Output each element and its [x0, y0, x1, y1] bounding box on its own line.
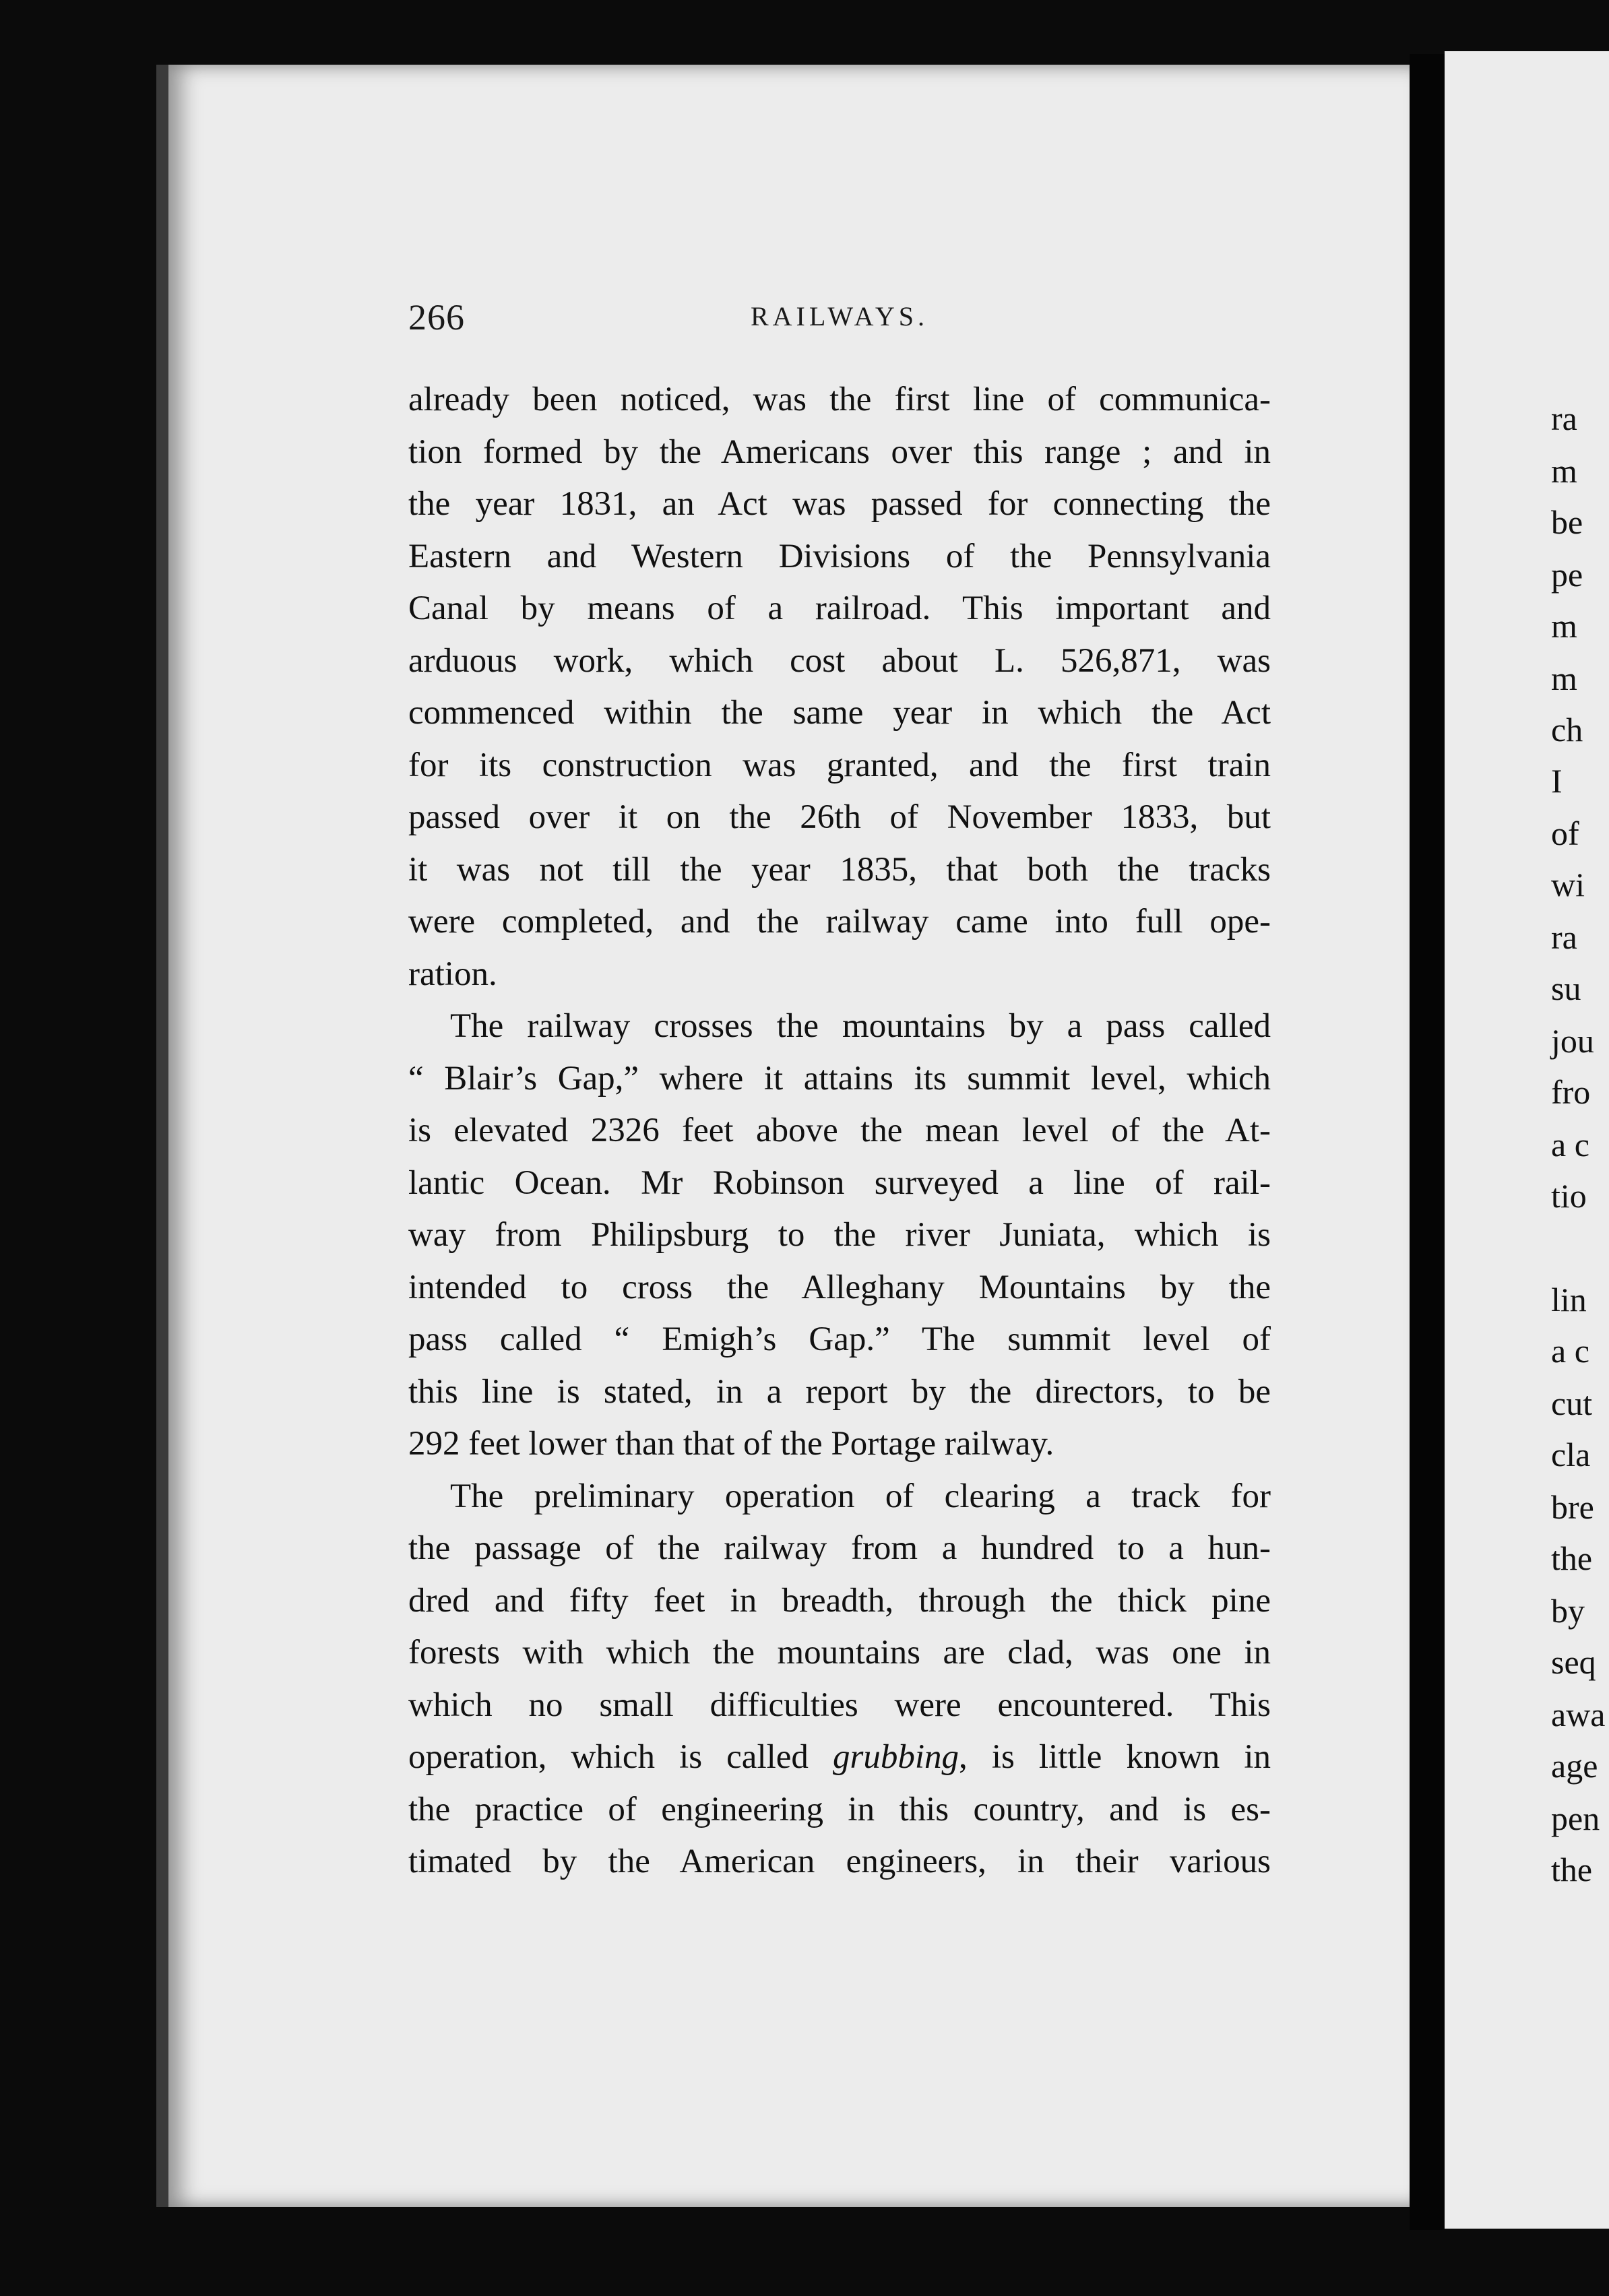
text-line: the year 1831, an Act was passed for connecting the — [408, 485, 1271, 523]
fragment: m — [1551, 660, 1577, 697]
body-text — [408, 374, 1271, 1888]
fragment: jou — [1551, 1022, 1594, 1060]
fragment: wi — [1551, 866, 1585, 903]
fragment: awa — [1551, 1696, 1606, 1733]
fragment: the — [1551, 1539, 1593, 1577]
fragment: bre — [1551, 1488, 1594, 1526]
text-line: ration. — [408, 955, 497, 993]
text-line: passed over it on the 26th of November 1833, but — [408, 798, 1271, 836]
fragment: su — [1551, 969, 1581, 1007]
fragment: be — [1551, 503, 1583, 541]
text-line: were completed, and the railway came into full ope- — [408, 903, 1271, 940]
text-segment: , is little known in — [959, 1738, 1271, 1776]
text-segment: operation, which is called — [408, 1738, 809, 1776]
fragment: ra — [1551, 918, 1577, 956]
text-line-with-italic — [408, 1731, 1271, 1784]
fragment: m — [1551, 452, 1577, 490]
text-line: “ Blair’s Gap,” where it attains its summit level, which — [408, 1059, 1271, 1097]
text-line: forests with which the mountains are clad, was one in — [408, 1634, 1271, 1671]
text-line: intended to cross the Alleghany Mountains by the — [408, 1268, 1271, 1306]
text-line: The preliminary operation of clearing a track for — [450, 1477, 1271, 1515]
text-line: this line is stated, in a report by the directors, to be — [408, 1372, 1271, 1411]
page-header — [408, 296, 1271, 350]
text-line: commenced within the same year in which the Act — [408, 694, 1271, 732]
text-line: lantic Ocean. Mr Robinson surveyed a line of rail- — [408, 1163, 1271, 1202]
text-line: Canal by means of a railroad. This important and — [408, 589, 1271, 627]
text-line: for its construction was granted, and the first train — [408, 746, 1271, 784]
fragment: by — [1551, 1592, 1585, 1630]
text-line: The railway crosses the mountains by a pass called — [450, 1007, 1271, 1045]
page-number: 266 — [408, 297, 465, 338]
fragment: a c — [1551, 1332, 1589, 1370]
text-line: way from Philipsburg to the river Juniata, which is — [408, 1216, 1271, 1254]
book-gutter — [1410, 54, 1445, 2230]
fragment: I — [1551, 762, 1563, 800]
text-line: it was not till the year 1835, that both the tracks — [408, 850, 1271, 889]
fragment: of — [1551, 815, 1579, 852]
text-line: the passage of the railway from a hundred to a hun- — [408, 1529, 1271, 1567]
fragment: seq — [1551, 1643, 1596, 1681]
text-line: which no small difficulties were encountered. This — [408, 1686, 1271, 1724]
fragment: lin — [1551, 1281, 1587, 1318]
text-line: Eastern and Western Divisions of the Pennsylvania — [408, 537, 1271, 575]
fragment: the — [1551, 1851, 1593, 1888]
fragment: ra — [1551, 400, 1577, 437]
text-line: already been noticed, was the first line of communica- — [408, 381, 1271, 418]
fragment: pe — [1551, 556, 1583, 594]
fragment: ch — [1551, 711, 1583, 748]
right-page-partial — [1445, 51, 1609, 2229]
running-title: RAILWAYS. — [750, 301, 929, 331]
fragment: age — [1551, 1747, 1598, 1785]
text-line: tion formed by the Americans over this range ; and in — [408, 433, 1271, 471]
fragment: fro — [1551, 1073, 1591, 1111]
fragment: m — [1551, 607, 1577, 645]
fragment: cla — [1551, 1436, 1591, 1473]
fragment: cut — [1551, 1384, 1593, 1422]
fragment: pen — [1551, 1799, 1600, 1837]
fragment: tio — [1551, 1177, 1587, 1215]
text-line: arduous work, which cost about L. 526,871, was — [408, 641, 1271, 680]
text-line: pass called “ Emigh’s Gap.” The summit level of — [408, 1320, 1271, 1358]
fragment: a c — [1551, 1126, 1589, 1163]
italic-term: grubbing — [832, 1738, 959, 1776]
text-line: timated by the American engineers, in their various — [408, 1843, 1271, 1880]
text-line: is elevated 2326 feet above the mean level of the At- — [408, 1112, 1271, 1149]
text-line: the practice of engineering in this country, and is es- — [408, 1790, 1271, 1828]
text-line: dred and fifty feet in breadth, through the thick pine — [408, 1581, 1271, 1620]
text-line: 292 feet lower than that of the Portage railway. — [408, 1425, 1054, 1463]
